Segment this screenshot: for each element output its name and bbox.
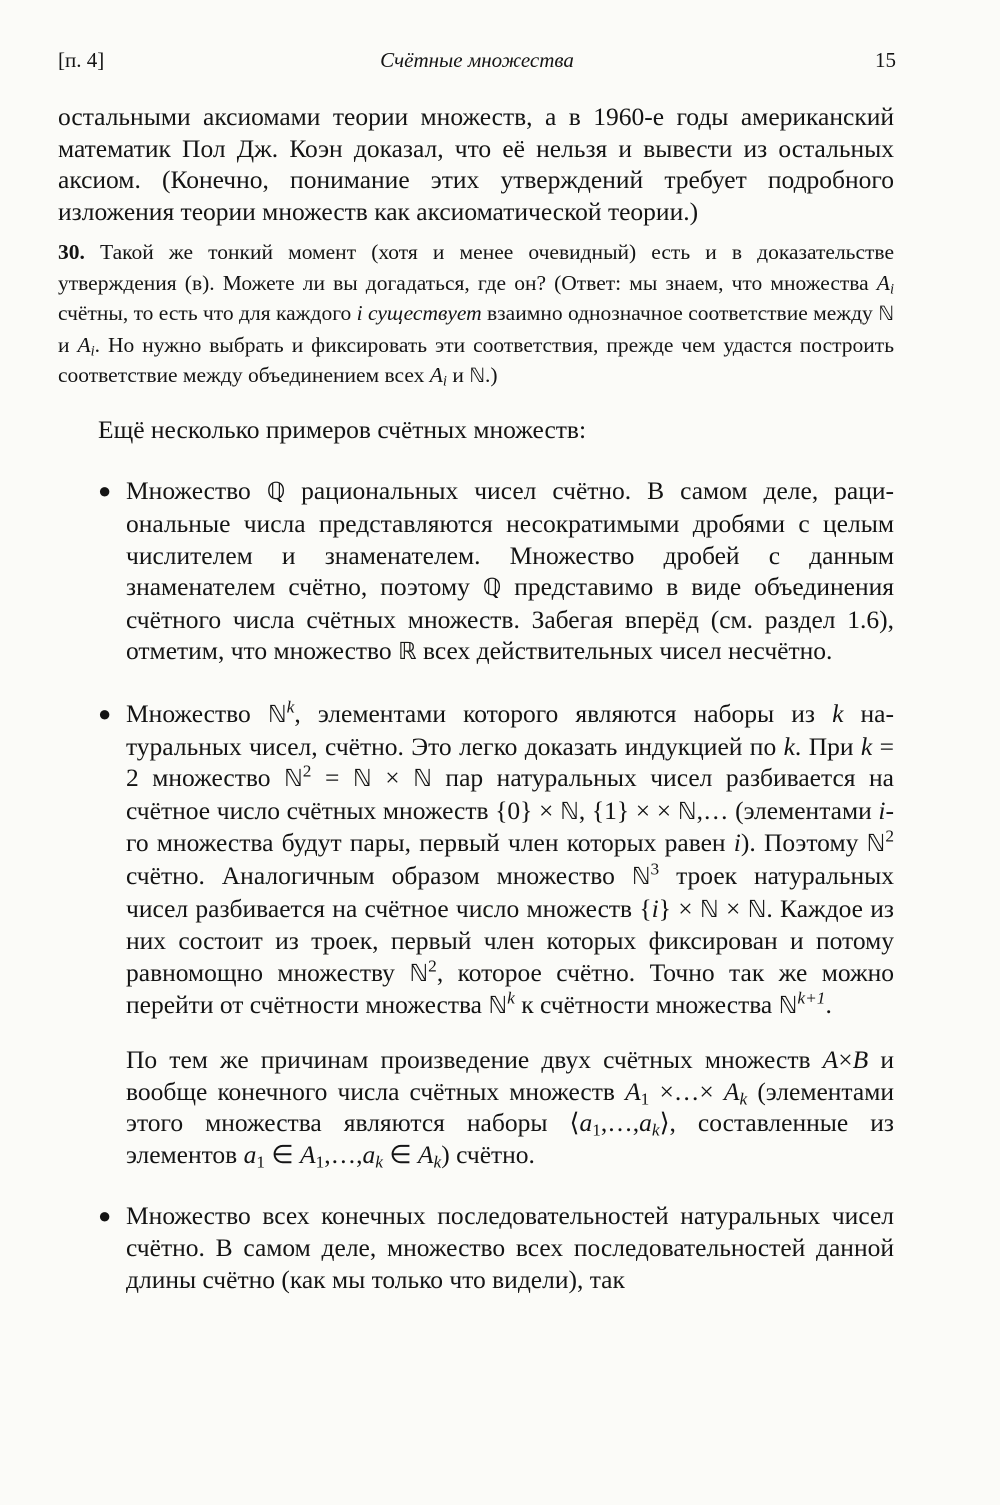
text-run: A (417, 1139, 434, 1169)
text-run: и вообще конечного числа счётных множеств (126, 1044, 894, 1106)
text-run: . Каждое из них состоит из троек, первый член которых фиксирован и потому равномощно множеству (126, 893, 894, 987)
math-index: i (442, 374, 447, 391)
math-index: k (375, 1152, 383, 1172)
math-set-symbol: ℝ (398, 637, 417, 666)
math-set-symbol: ℕ (488, 991, 508, 1020)
math-index: 1 (640, 1088, 650, 1108)
text-run: ∈ (382, 1139, 418, 1169)
math-index: k (286, 697, 295, 717)
text-run: B (852, 1044, 869, 1074)
math-index: 1 (315, 1152, 325, 1172)
math-index: 2 (302, 761, 312, 781)
math-index: k+1 (797, 988, 826, 1008)
math-set-symbol: ℚ (266, 477, 286, 506)
text-run: и (446, 363, 470, 388)
bullet-dot: ● (98, 478, 112, 504)
math-set-symbol: ℕ (284, 764, 303, 793)
text-run: представимо в виде объединения счётного числа счётных множеств. Забегая вперёд (см. раздел 1.6), отметим, что множество (126, 572, 894, 666)
text-run: A (300, 1139, 316, 1169)
text-run: троек натуральных чисел разбивается на счётное число множеств { (126, 861, 895, 923)
text-run: A (876, 270, 890, 295)
running-title: Счётные множества (380, 48, 574, 72)
math-set-symbol: ℕ (878, 302, 895, 326)
text-run: a (579, 1108, 593, 1138)
math-index: k (507, 988, 515, 1008)
paragraph-products (58, 1044, 894, 1170)
math-set-symbol: ℕ (413, 764, 432, 793)
section-ref: [п. 4] (58, 48, 105, 72)
math-set-symbol: ℕ (677, 796, 697, 825)
math-index: 1 (592, 1120, 601, 1140)
text-run: счётно. Аналогичным образом множество (126, 861, 632, 890)
text-run: пар натуральных чисел разбивается на счётное число счётных множеств {0} × (126, 763, 894, 825)
math-set-symbol: ℕ (267, 700, 287, 729)
text-run: ,…, (600, 1108, 640, 1138)
text-run: A (77, 332, 91, 357)
text-run: ⟩, составленные из элементов (126, 1108, 894, 1169)
math-index: i (889, 281, 894, 298)
text-run: , {1} × × (578, 795, 678, 825)
math-set-symbol: ℚ (482, 573, 502, 602)
page-number: 15 (875, 48, 896, 72)
math-set-symbol: ℕ (409, 958, 429, 987)
text-run: a (243, 1139, 257, 1169)
math-index: k (433, 1152, 442, 1172)
list-item-nk (58, 698, 894, 1022)
text-run: A (625, 1076, 641, 1106)
text-run: a (639, 1108, 652, 1138)
text-run: i существует (356, 301, 482, 326)
text-run: × (838, 1044, 853, 1074)
text-run: ×…× (649, 1076, 724, 1106)
text-run: i (878, 795, 886, 825)
text-run: Множество всех конечных последовательностей натуральных чисел счётно. В самом деле, множество всех последовательностей данной длины счётно (как мы только что видели), так (126, 1201, 894, 1294)
text-run: i (651, 893, 659, 923)
text-run: ) счётно. (441, 1139, 535, 1169)
math-set-symbol: ℕ (778, 991, 798, 1020)
math-set-symbol: ℕ (560, 796, 579, 825)
math-index: 2 (428, 956, 437, 976)
text-run: остальными аксиомами теории множеств, а в 1960-е годы американский математик Пол Дж. Коэн доказал, что её нельзя и вывести из остальных аксиом. (Конечно, понимание этих утверждений требует подробного изложения теории множеств как аксиоматической теории.) (58, 102, 894, 226)
text-run: Такой же тонкий момент (хотя и менее очевидный) есть и в доказательстве утверждения (в). Можете ли вы догадаться, где он? (Ответ: мы знаем, что множества (58, 240, 894, 295)
text-run: A (429, 363, 443, 388)
text-run: , которое счётно. Точно так же можно перейти от счётности множества (126, 957, 895, 1020)
text-run: ∈ (265, 1139, 300, 1169)
text-run: (элементами этого множества являются наборы ⟨ (126, 1076, 894, 1138)
math-set-symbol: ℕ (469, 364, 486, 388)
text-run: × (371, 763, 414, 793)
math-index: 2 (885, 826, 894, 846)
text-run: × (718, 893, 748, 923)
text-run: k (860, 731, 873, 761)
text-run: i (733, 828, 741, 858)
text-run: k (832, 699, 844, 729)
bullet-dot: ● (98, 701, 112, 727)
math-index: 3 (650, 859, 660, 879)
text-run: a (362, 1139, 376, 1169)
text-run: k (783, 731, 795, 761)
text-run: натуральных чисел, счётно. Это легко доказать индукцией по (126, 699, 894, 761)
text-run: По тем же причинам произведение двух счётных множеств (126, 1044, 823, 1074)
text-run: A (723, 1076, 740, 1106)
text-run: } × (658, 893, 700, 923)
text-run: -го множества будут пары, первый член которых равен (126, 795, 894, 858)
math-set-symbol: ℕ (699, 894, 719, 923)
text-run: = 2 множество (126, 731, 894, 793)
text-run: всех действительных чисел несчётно. (416, 636, 833, 666)
page-body (58, 101, 894, 1295)
math-set-symbol: ℕ (747, 894, 767, 923)
exercise-30 (58, 237, 894, 392)
paragraph-more-examples (58, 414, 894, 446)
running-header (58, 48, 896, 78)
text-run: .) (485, 363, 498, 388)
text-run: . (825, 990, 832, 1020)
text-run: = (311, 763, 353, 793)
text-run: ). Поэтому (740, 828, 867, 858)
text-run: A (822, 1044, 839, 1074)
text-run: и (58, 332, 78, 357)
math-index: k (651, 1120, 660, 1140)
text-run: ,… (элементами (696, 795, 879, 825)
text-run: . Но нужно выбрать и фиксировать эти соответствия, прежде чем удастся построить соответствие между объединением всех (58, 332, 894, 388)
text-run: рациональных чисел счётно. В самом деле, рациональные числа представляются несократимыми дробями с целым числителем и знаменателем. Множество дробей с данным знаменателем счётно, поэтому (126, 476, 895, 602)
math-set-symbol: ℕ (631, 862, 651, 890)
text-run: , элементами которого являются наборы из (294, 699, 833, 729)
math-index: k (739, 1088, 748, 1108)
paragraph-intro-continued (58, 101, 894, 227)
text-run: взаимно однозначное соответствие между (481, 301, 879, 326)
text-run: . При (794, 731, 861, 761)
list-item-rationals (58, 475, 894, 668)
math-index: i (90, 343, 95, 360)
math-set-symbol: ℕ (866, 829, 886, 858)
text-run: Ещё несколько примеров счётных множеств: (98, 414, 587, 444)
list-item-finite-sequences (58, 1200, 894, 1295)
math-set-symbol: ℕ (352, 764, 372, 793)
text-run: Множество (126, 476, 267, 506)
text-run: ,…, (324, 1139, 363, 1169)
text-run: к счётности множества (514, 990, 779, 1020)
bullet-dot: ● (98, 1203, 112, 1229)
text-run: счётны, то есть что для каждого (58, 301, 357, 326)
math-index: 1 (256, 1152, 266, 1172)
text-run: 30. (58, 240, 85, 265)
text-run: Множество (126, 699, 268, 729)
